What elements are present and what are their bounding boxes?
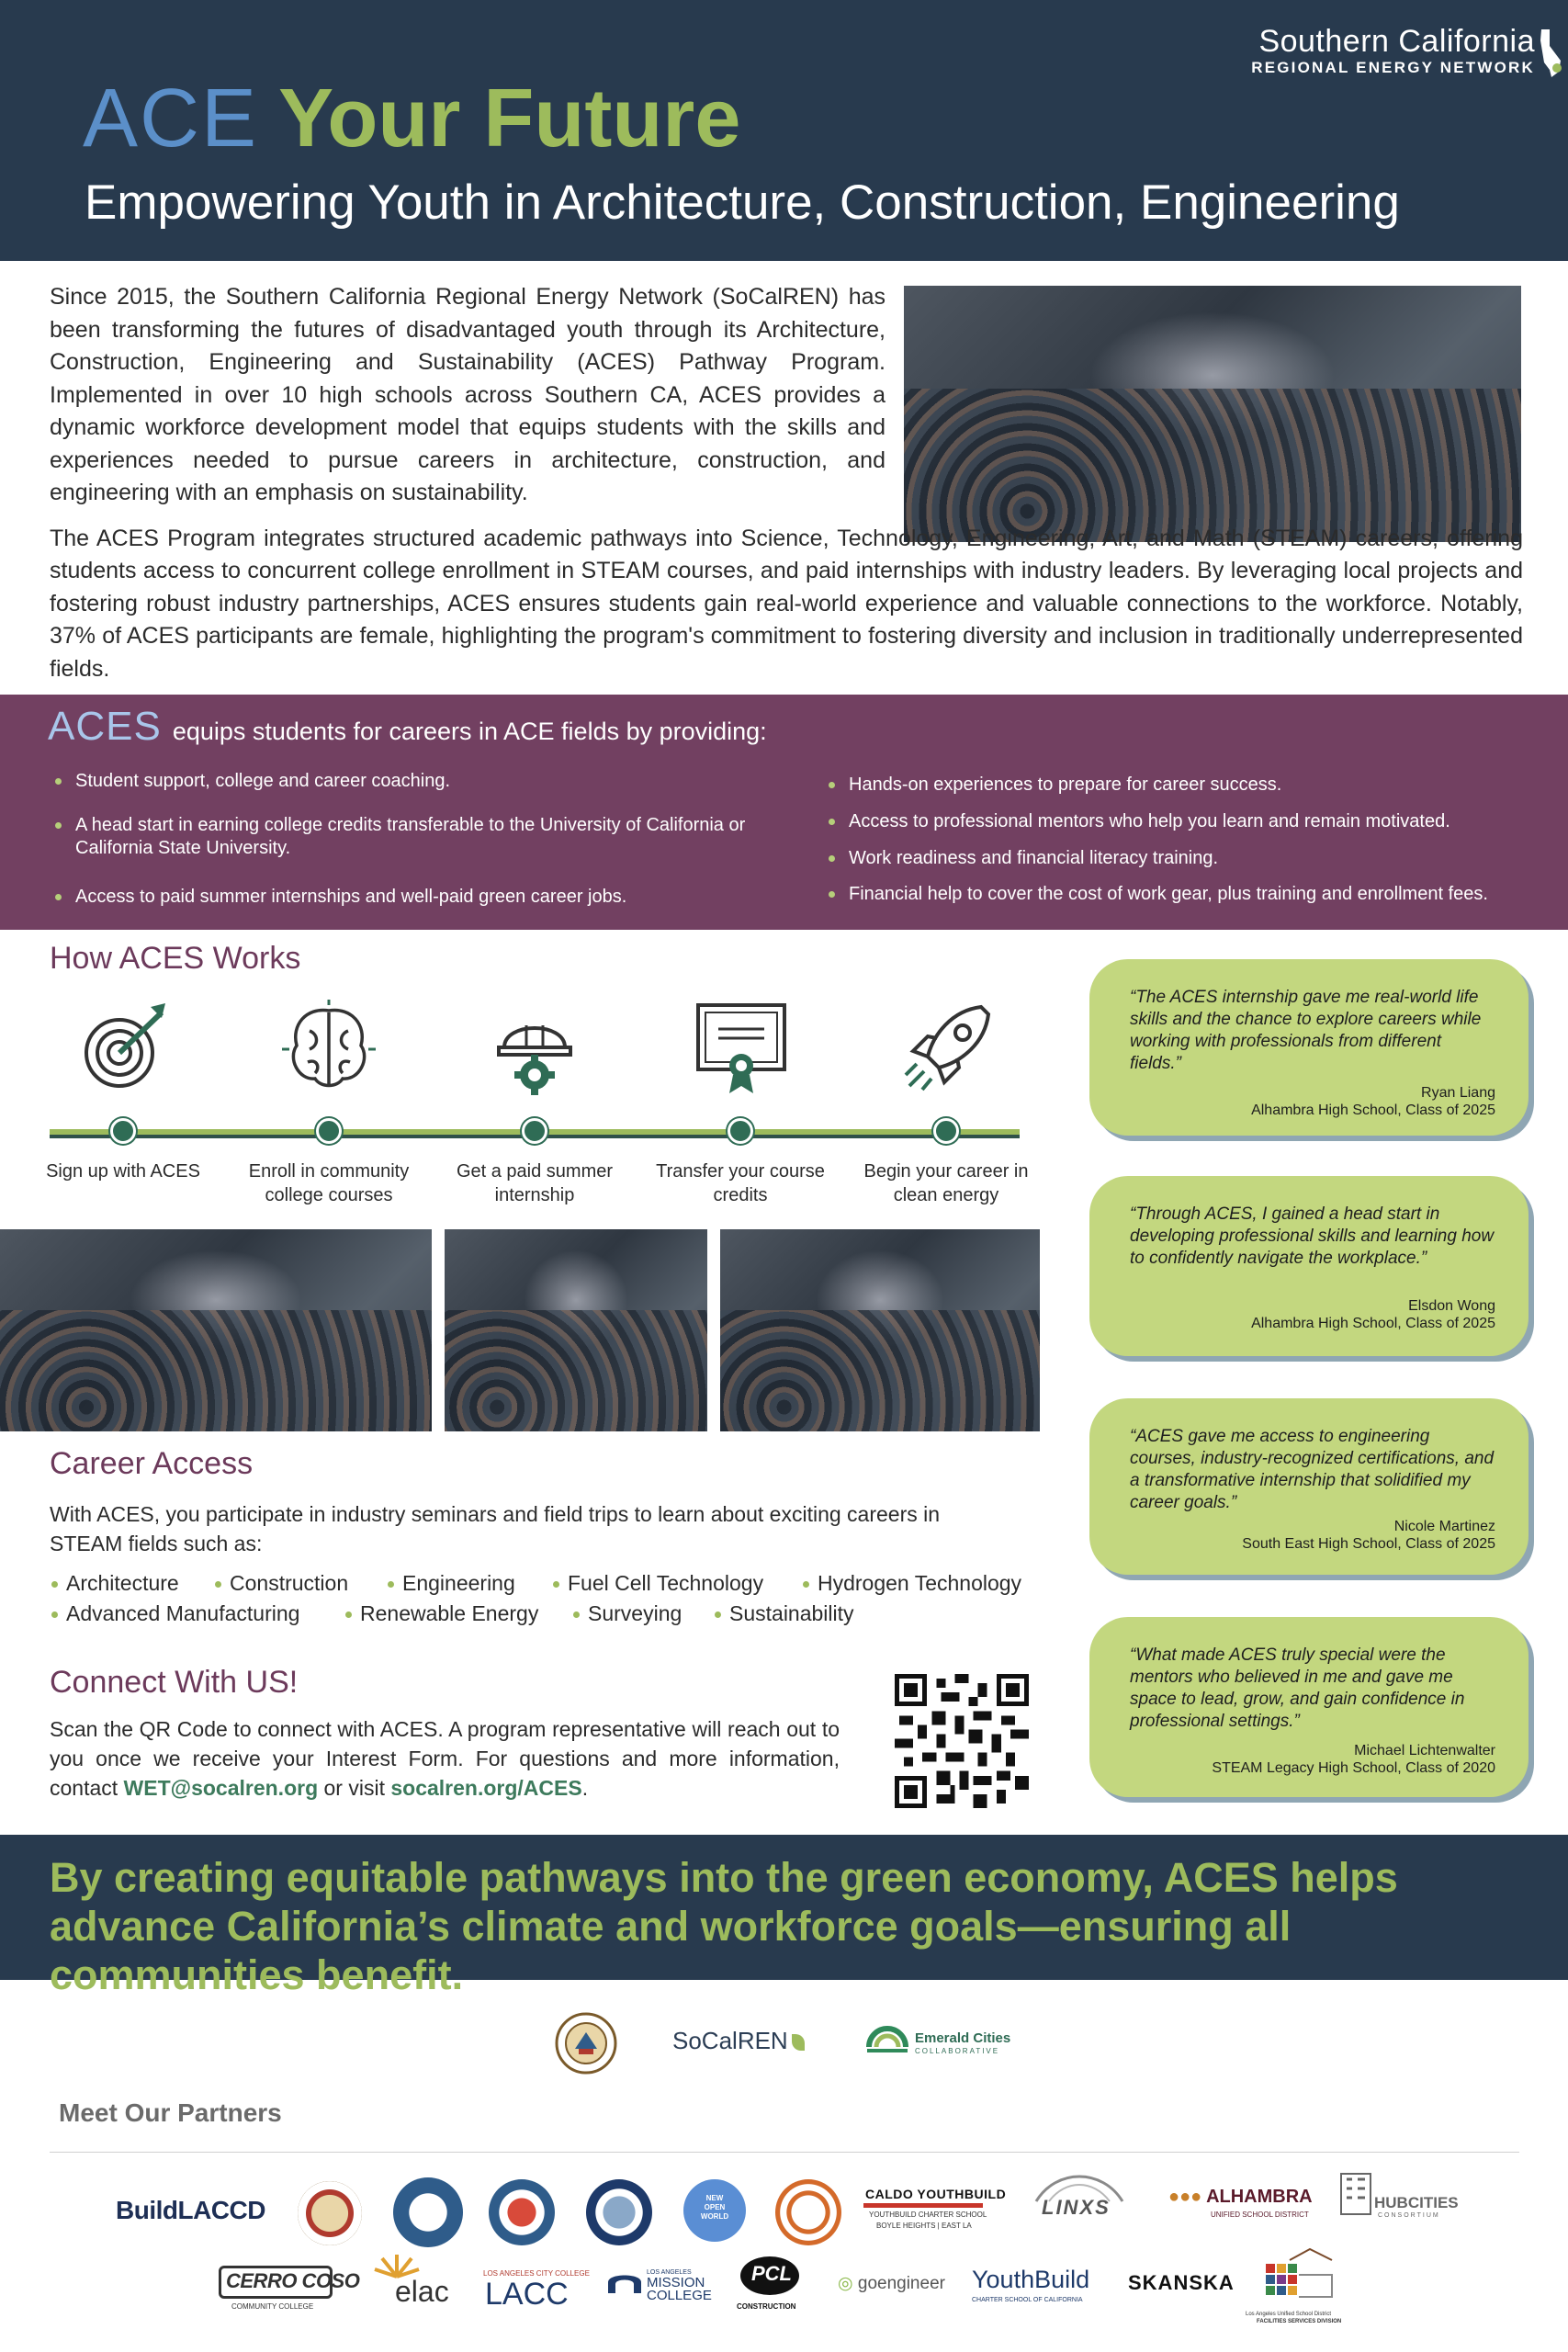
emerald-cities-icon (865, 2019, 909, 2060)
linxs-logo: LINXS (1042, 2196, 1111, 2219)
mission-name2: COLLEGE (647, 2288, 712, 2303)
caldo-sub2: BOYLE HEIGHTS | EAST LA (876, 2222, 972, 2230)
testimonial-text: “The ACES internship gave me real-world life skills and the chance to explore careers while working with professionals from different fields.” (1130, 988, 1482, 1073)
target-icon (73, 998, 175, 1099)
connect-text (50, 1714, 840, 1803)
hub-cities-logo: HUBCITIES (1374, 2194, 1459, 2211)
poster-subtitle: Empowering Youth in Architecture, Construction, Engineering (85, 175, 1400, 230)
step-dot (728, 1118, 753, 1144)
career-field: Construction (213, 1571, 348, 1596)
brain-icon (278, 998, 379, 1099)
testimonial-name: Michael Lichtenwalter (1354, 1743, 1495, 1758)
career-field: Fuel Cell Technology (551, 1571, 763, 1596)
header-banner (0, 0, 1568, 261)
event-photo-audience (445, 1229, 707, 1431)
testimonial-card (1089, 1176, 1529, 1356)
hardhat-gear-icon (484, 998, 585, 1099)
testimonial-name: Nicole Martinez (1393, 1519, 1495, 1534)
aces-wordmark: ACES (48, 704, 162, 749)
step-label: Begin your career in clean energy (863, 1161, 1029, 1205)
caldo-stripe (863, 2203, 983, 2208)
event-photo-students (720, 1229, 1040, 1431)
career-field: Surveying (571, 1601, 682, 1626)
la-community-colleges-seal (393, 2177, 463, 2247)
alhambra-sub: UNIFIED SCHOOL DISTRICT (1211, 2211, 1309, 2219)
elac-logo: elac (395, 2275, 449, 2308)
goengineer-logo (838, 2273, 945, 2294)
caldo-sub: YOUTHBUILD CHARTER SCHOOL (869, 2211, 987, 2219)
goengineer-text: goengineer (857, 2274, 945, 2293)
hub-cities-building-icon (1337, 2168, 1374, 2216)
lausd-name: Los Angeles Unified School District (1246, 2312, 1332, 2317)
testimonial-name: Ryan Liang (1421, 1085, 1495, 1101)
pcl-logo: PCL (751, 2262, 792, 2285)
how-aces-works-title: How ACES Works (50, 941, 301, 976)
closing-banner (0, 1835, 1568, 1998)
connect-text-end: . (581, 1776, 589, 1800)
closing-statement: By creating equitable pathways into the green economy, ACES helps advance California’s climate and workforce goals—ensuring all communities benefit. (50, 1854, 1398, 1998)
poster-title (83, 72, 740, 164)
career-field: Renewable Energy (344, 1601, 538, 1626)
skanska-logo: SKANSKA (1128, 2271, 1235, 2294)
list-item: Student support, college and career coaching. (50, 770, 784, 793)
intro-paragraph-2: The ACES Program integrates structured academic pathways into Science, Technology, Engineering, Art, and Math (STEAM) careers, offering students access to concurrent college enrollment in STEAM courses, and paid internships with industry leaders. By leveraging local projects and fostering robust industry partnerships, ACES ensures students gain real-world experience and valuable connections to the workforce. Notably, 37% of ACES participants are female, highlighting the program's commitment to fostering diversity and inclusion in traditionally underrepresented fields. (50, 525, 1523, 682)
email-link[interactable]: WET@socalren.org (123, 1776, 319, 1800)
mission-college-icon (606, 2269, 643, 2295)
connect-text-before: Scan the QR Code to connect with ACES. A program representative will reach out to you once we receive your Interest Form. For questions and more information, contact (50, 1717, 840, 1800)
title-your-future: Your Future (278, 73, 741, 164)
partners-title: Meet Our Partners (59, 2098, 282, 2127)
testimonial-school: South East High School, Class of 2025 (1242, 1536, 1495, 1552)
lacc-sub: LOS ANGELES CITY COLLEGE (483, 2269, 590, 2278)
list-item: Hands-on experiences to prepare for career success. (823, 774, 1549, 797)
rocket-icon (897, 998, 998, 1099)
step-dot (110, 1118, 136, 1144)
testimonial-school: Alhambra High School, Class of 2025 (1251, 1102, 1495, 1118)
career-access-title: Career Access (50, 1446, 254, 1481)
cerro-coso-sub: COMMUNITY COLLEGE (231, 2302, 314, 2311)
logo-line2: REGIONAL ENERGY NETWORK (1251, 59, 1535, 76)
intro-section (50, 281, 1523, 685)
intro-paragraph-1: Since 2015, the Southern California Regional Energy Network (SoCalREN) has been transforming the futures of disadvantaged youth through its Architecture, Construction, Engineering and Sustainability (ACES) Pathway Program. Implemented in over 10 high schools across Southern CA, ACES provides a dynamic workforce development model that equips students with the skills and experiences needed to pursue careers in architecture, construction, and engineering with an emphasis on sustainability. (50, 284, 886, 505)
testimonial-text: “ACES gave me access to engineering courses, industry-recognized certifications, and a transformative internship that solidified my career goals.” (1130, 1427, 1495, 1512)
la-county-seal-icon (555, 2012, 617, 2075)
emerald-cities-sub: COLLABORATIVE (915, 2047, 1000, 2055)
career-field: Hydrogen Technology (801, 1571, 1021, 1596)
testimonial-card (1089, 959, 1529, 1136)
step-label: Sign up with ACES (46, 1161, 200, 1182)
qr-code-icon[interactable] (895, 1674, 1029, 1808)
partners-divider (50, 2152, 1519, 2153)
certificate-icon (691, 998, 792, 1099)
city-seal-logo (298, 2181, 362, 2245)
website-link[interactable]: socalren.org/ACES (390, 1776, 582, 1800)
event-photo-stage (0, 1229, 432, 1431)
career-access-text: With ACES, you participate in industry seminars and field trips to learn about exciting careers in STEAM fields such as: (50, 1502, 941, 1555)
step-dot (933, 1118, 959, 1144)
testimonial-card (1089, 1398, 1529, 1575)
california-map-icon (1539, 28, 1562, 79)
career-field: Sustainability (713, 1601, 854, 1626)
alhambra-name: ALHAMBRA (1206, 2187, 1313, 2207)
lacc-logo: LACC (485, 2277, 569, 2312)
testimonial-name: Elsdon Wong (1408, 1298, 1495, 1314)
step-label: Get a paid summer internship (456, 1161, 614, 1205)
lausd-sub: FACILITIES SERVICES DIVISION (1257, 2319, 1342, 2324)
leaf-icon (792, 2034, 805, 2051)
equips-heading (48, 704, 767, 750)
equips-section (0, 695, 1568, 930)
socalren-sponsor-text: SoCalREN (672, 2027, 788, 2054)
lausd-fsd-logo-icon (1262, 2247, 1337, 2306)
partner-seal-logo (586, 2179, 652, 2245)
alhambra-usd-logo (1168, 2187, 1313, 2208)
mission-sub: LOS ANGELES (647, 2269, 692, 2276)
testimonial-card (1089, 1617, 1529, 1797)
socalren-sponsor-logo (672, 2027, 805, 2055)
career-field: Architecture (50, 1571, 179, 1596)
testimonial-text: “Through ACES, I gained a head start in developing professional skills and learning how to confidently navigate the workplace.” (1130, 1204, 1495, 1268)
tiger-logo (775, 2179, 841, 2245)
logo-line1: Southern California (1258, 24, 1535, 59)
equips-heading-text: equips students for careers in ACE fields by providing: (172, 718, 767, 745)
title-ace: ACE (83, 73, 259, 164)
emerald-cities-name: Emerald Cities (915, 2030, 1011, 2046)
connect-text-mid: or visit (318, 1776, 391, 1800)
career-field: Advanced Manufacturing (50, 1601, 299, 1626)
list-item: Access to professional mentors who help you learn and remain motivated. (823, 810, 1549, 833)
list-item: A head start in earning college credits transferable to the University of California or California State University. (50, 814, 784, 860)
buildlaccd-logo: BuildLACCD (116, 2196, 265, 2224)
testimonial-text: “What made ACES truly special were the mentors who believed in me and gave me space to lead, grow, and gain confidence in professional settings.” (1130, 1645, 1465, 1731)
mission-name: MISSION (647, 2275, 705, 2290)
list-item: Work readiness and financial literacy training. (823, 847, 1549, 870)
step-label: Transfer your course credits (656, 1161, 825, 1205)
pcl-sub: CONSTRUCTION (737, 2302, 796, 2311)
socalren-logo (1251, 24, 1535, 77)
testimonial-school: STEAM Legacy High School, Class of 2020 (1212, 1760, 1495, 1776)
youthbuild-logo: YouthBuild (972, 2266, 1090, 2293)
cerro-coso-logo: CERRO COSO (226, 2269, 360, 2292)
partner-seal-logo (489, 2179, 555, 2245)
hub-cities-sub: CONSORTIUM (1378, 2212, 1440, 2219)
youthbuild-sub: CHARTER SCHOOL OF CALIFORNIA (972, 2297, 1083, 2303)
connect-title: Connect With US! (50, 1665, 299, 1700)
step-label: Enroll in community college courses (248, 1161, 410, 1205)
new-open-world-text: NEW OPEN WORLD (700, 2194, 729, 2221)
list-item: Financial help to cover the cost of work gear, plus training and enrollment fees. (823, 883, 1549, 906)
career-field: Engineering (386, 1571, 515, 1596)
list-item: Access to paid summer internships and well-paid green career jobs. (50, 886, 784, 909)
step-dot (522, 1118, 547, 1144)
people-icon: ●●● (1168, 2187, 1202, 2207)
testimonial-school: Alhambra High School, Class of 2025 (1251, 1316, 1495, 1331)
step-dot (316, 1118, 342, 1144)
goengineer-icon: ◎ (838, 2274, 853, 2293)
caldo-youthbuild-logo: CALDO YOUTHBUILD (865, 2187, 1007, 2201)
